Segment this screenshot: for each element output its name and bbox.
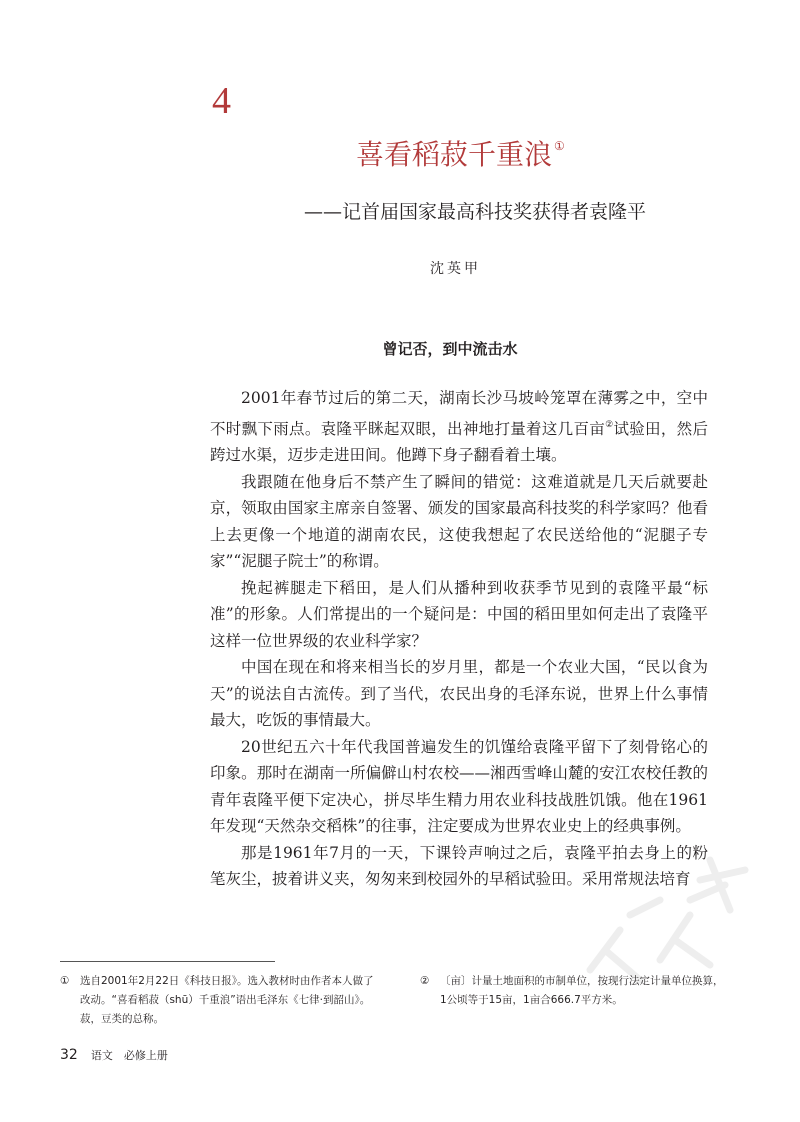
paragraph-3: 挽起裤腿走下稻田，是人们从播种到收获季节见到的袁隆平最“标准”的形象。人们常提出的一个疑问是：中国的稻田里如何走出了袁隆平这样一位世界级的农业科学家？ [210, 578, 708, 650]
article-body [210, 385, 708, 893]
paragraph-6: 那是1961年7月的一天，下课铃声响过之后，袁隆平拍去身上的粉笔灰尘，披着讲义夹，匆匆来到校园外的早稻试验田。采用常规法培育 [210, 843, 708, 888]
page-number: 32 [60, 1047, 78, 1063]
lesson-number: 4 [212, 80, 231, 122]
paragraph-5: 20世纪五六十年代我国普遍发生的饥馑给袁隆平留下了刻骨铭心的印象。那时在湖南一所偏僻山村农校——湘西雪峰山麓的安江农校任教的青年袁隆平便下定决心，拼尽毕生精力用农业科技战胜饥饿。他在1961年发现“天然杂交稻株”的往事，注定要成为世界农业史上的经典事例。 [210, 737, 708, 835]
title-footnote-marker[interactable]: ① [554, 139, 565, 153]
book-name: 语文 必修上册 [90, 1049, 168, 1062]
page-footer [60, 1044, 168, 1063]
article-title [356, 138, 565, 172]
paragraph-2: 我跟随在他身后不禁产生了瞬间的错觉：这难道就是几天后就要赴京，领取由国家主席亲自签署、颁发的国家最高科技奖的科学家吗？他看上去更像一个地道的湖南农民，这使我想起了农民送给他的“泥腿子专家”“泥腿子院士”的称谓。 [210, 472, 708, 570]
section-heading: 曾记否，到中流击水 [382, 340, 518, 358]
footnote-1-text: 选自2001年2月22日《科技日报》。选入教材时由作者本人做了改动。“喜看稻菽（shū）千重浪”语出毛泽东《七律·到韶山》。菽，豆类的总称。 [80, 975, 374, 1025]
footnote-2-text: 〔亩〕计量土地面积的市制单位，按现行法定计量单位换算，1公顷等于15亩，1亩合666.7平方米。 [440, 975, 724, 1006]
author-name: 沈英甲 [430, 261, 481, 277]
footnote-1 [60, 972, 380, 1029]
footnote-divider [60, 961, 275, 962]
footnote-1-marker: ① [60, 975, 70, 987]
mu-footnote-marker[interactable]: ② [605, 419, 614, 430]
footnote-2 [420, 972, 730, 1010]
paragraph-1-part-a: 2001年春节过后的第二天，湖南长沙马坡岭笼罩在薄雾之中，空中不时飘下雨点。袁隆平眯起双眼，出神地打量着这几百亩 [210, 389, 708, 438]
footnote-2-marker: ② [420, 975, 430, 987]
paragraph-1-part-b: 试验田，然后跨过水渠，迈步走进田间。他蹲下身子翻看着土壤。 [210, 419, 708, 464]
paragraph-4: 中国在现在和将来相当长的岁月里，都是一个农业大国，“民以食为天”的说法自古流传。到了当代，农民出身的毛泽东说，世界上什么事情最大，吃饭的事情最大。 [210, 658, 708, 729]
article-subtitle: ——记首届国家最高科技奖获得者袁隆平 [304, 201, 647, 223]
paragraph-1 [210, 385, 708, 469]
title-text: 喜看稻菽千重浪 [356, 138, 553, 171]
